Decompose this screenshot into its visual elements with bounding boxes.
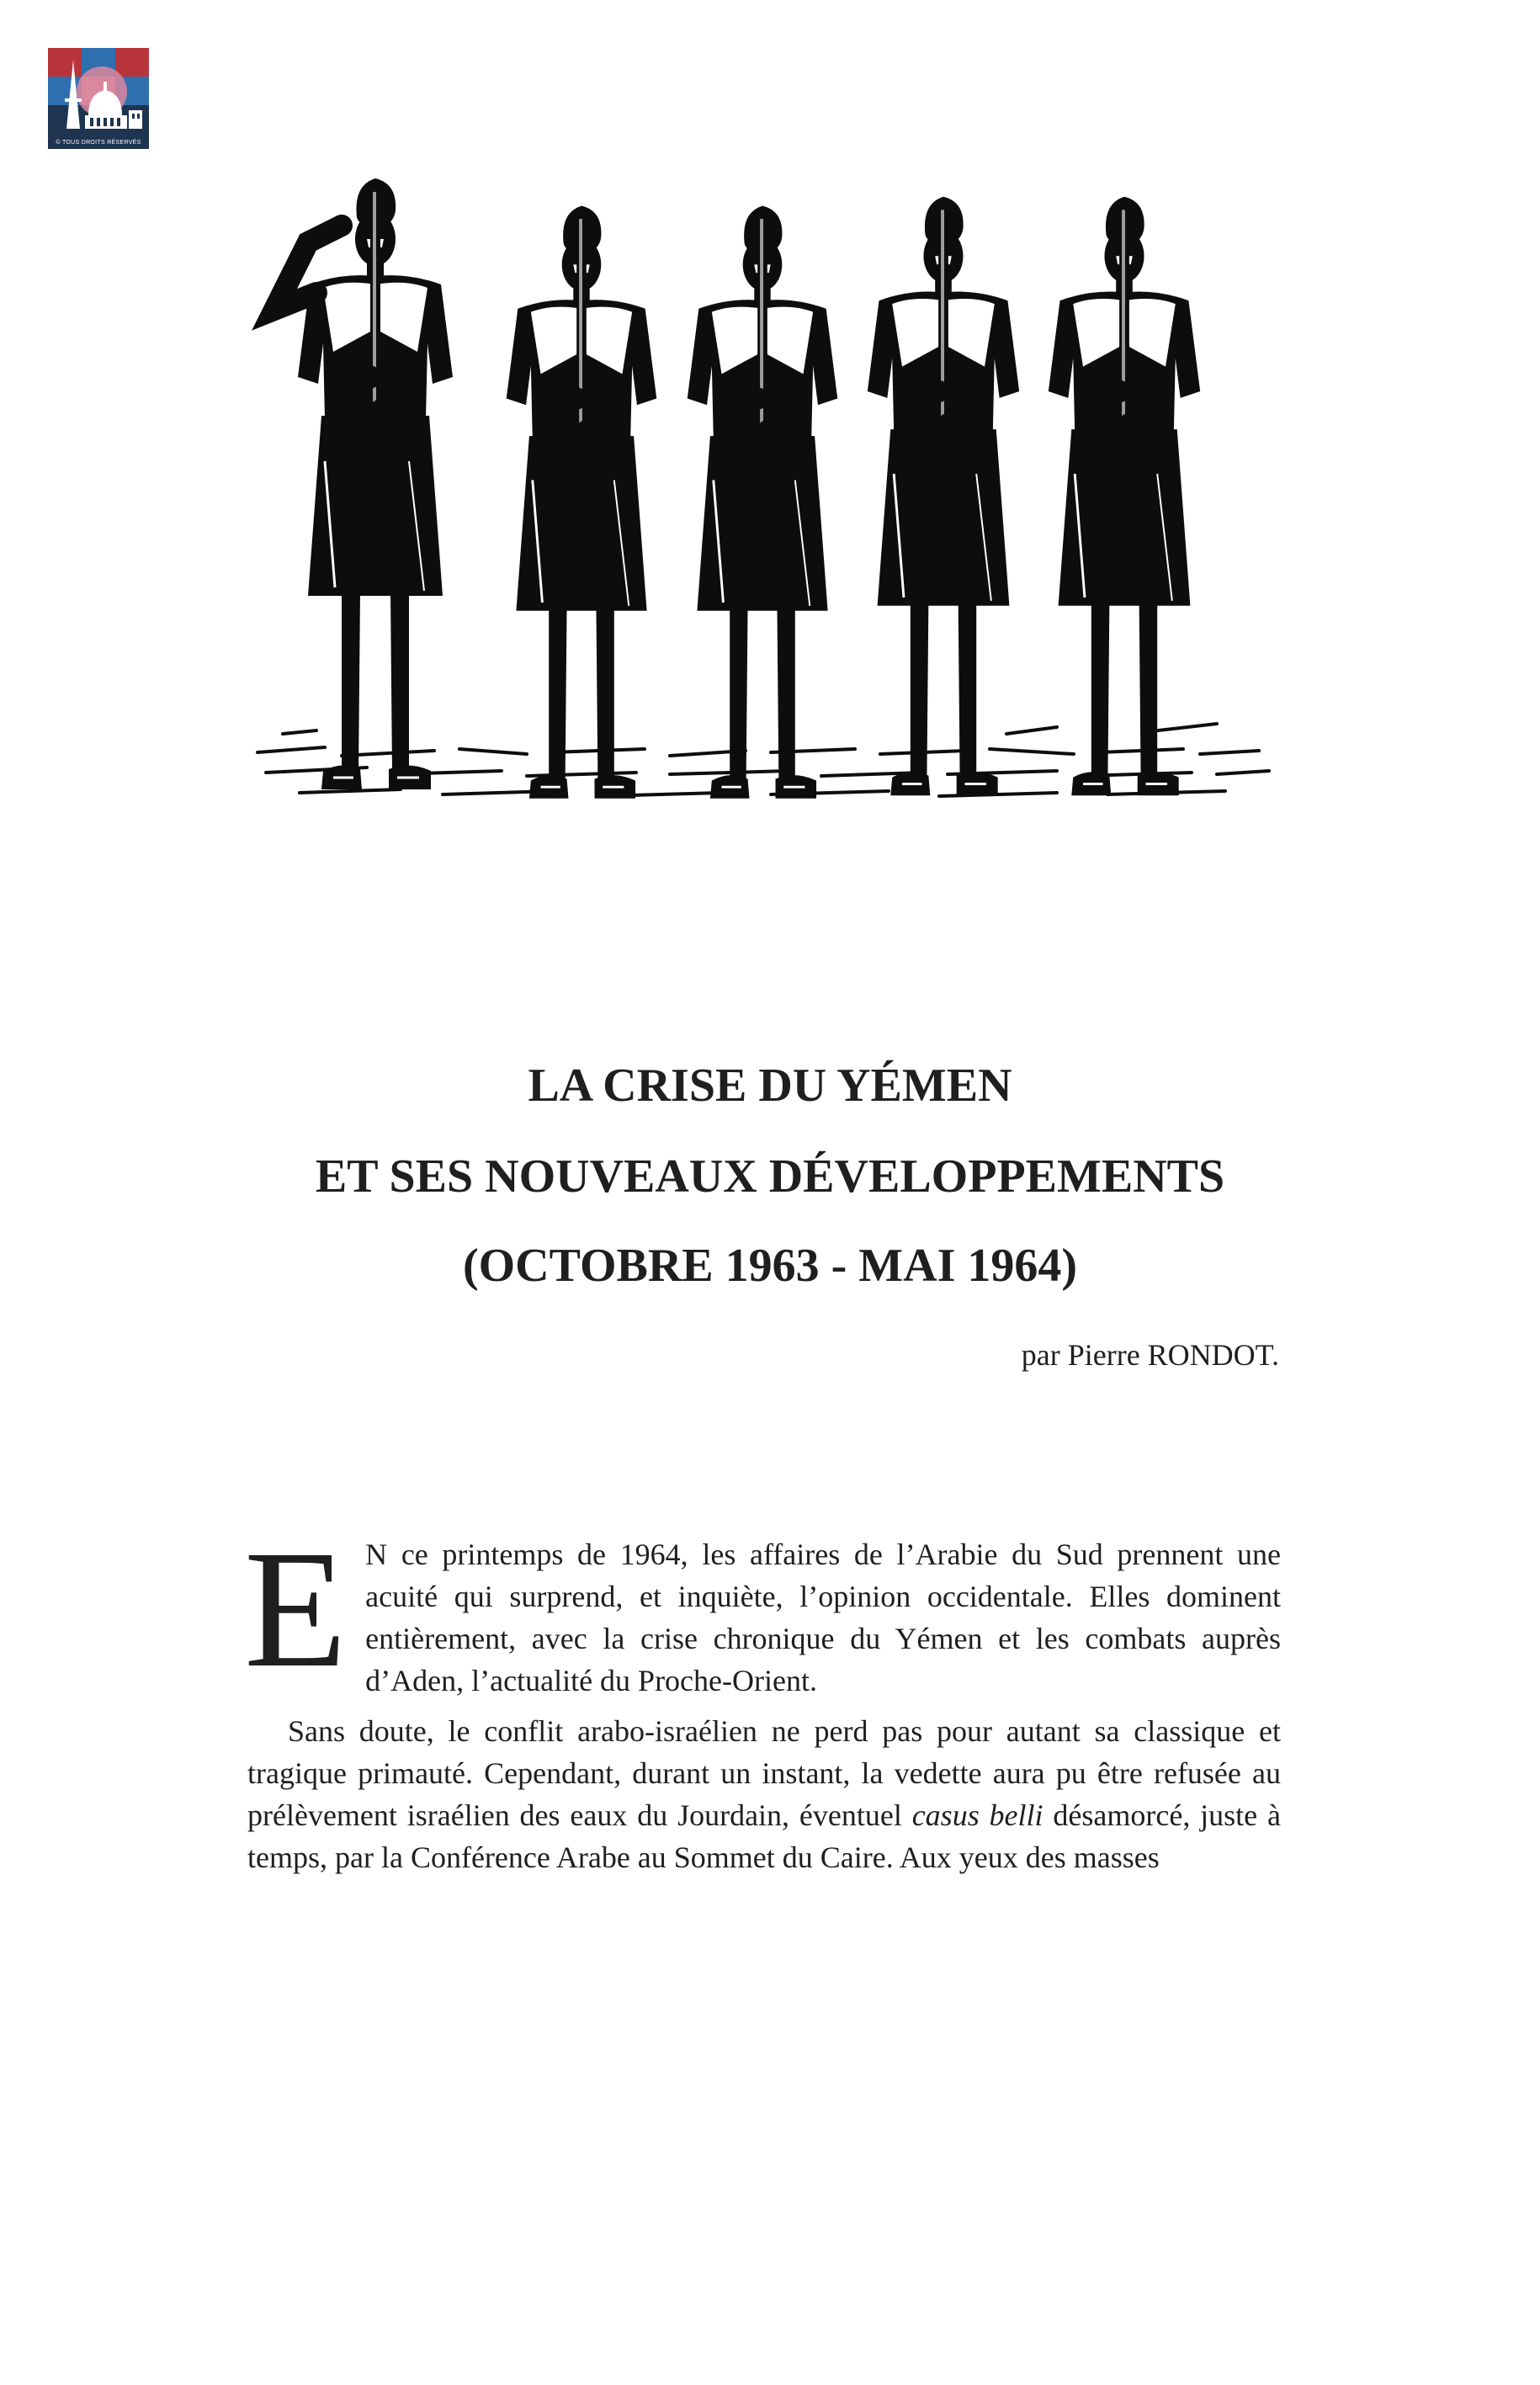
paragraph-2-text-end: désamorcé, juste à temps, par la Conférence Arabe au Sommet du Caire. Aux yeux des masses [247, 1798, 1281, 1874]
article-title-line-1: LA CRISE DU YÉMEN [528, 1060, 1012, 1112]
figure-3 [688, 206, 837, 799]
dome-tower-logo-icon [48, 48, 149, 137]
paragraph-1 [244, 1517, 1281, 1702]
paragraph-1-text: N ce printemps de 1964, les affaires de l’Arabie du Sud prennent une acuité qui surprend, et inquiète, l’opinion occidentale. Elles dominent entièrement, avec la crise chronique du Yémen et les combats auprès d’Aden, l’actualité du Proche-Orient. [365, 1538, 1281, 1697]
paragraph-2-text-start: Sans doute, le conflit arabo-israélien ne perd pas pour autant sa classique et tragique primauté. Cependant, durant un instant, la vedette aura pu être refusée au prélèvement israélien des eaux du Jourdain, éventuel [247, 1714, 1281, 1832]
figure-4 [868, 197, 1019, 795]
publisher-logo [48, 48, 149, 149]
five-soldiers-illustration [249, 150, 1276, 816]
drop-cap: E [244, 1517, 348, 1702]
article-title-line-2: ET SES NOUVEAUX DÉVELOPPEMENTS [315, 1150, 1225, 1203]
figure-saluting [274, 178, 453, 789]
paragraph-2 [247, 1710, 1281, 1878]
author-byline: par Pierre RONDOT. [1021, 1338, 1279, 1372]
article-title-line-3: (OCTOBRE 1963 - MAI 1964) [462, 1240, 1078, 1292]
logo-caption: © TOUS DROITS RÉSERVÉS [48, 137, 149, 149]
article-body [244, 1517, 1281, 1887]
figure-5 [1049, 197, 1200, 795]
figure-2 [507, 206, 656, 799]
casus-belli-italic: casus belli [911, 1798, 1043, 1832]
